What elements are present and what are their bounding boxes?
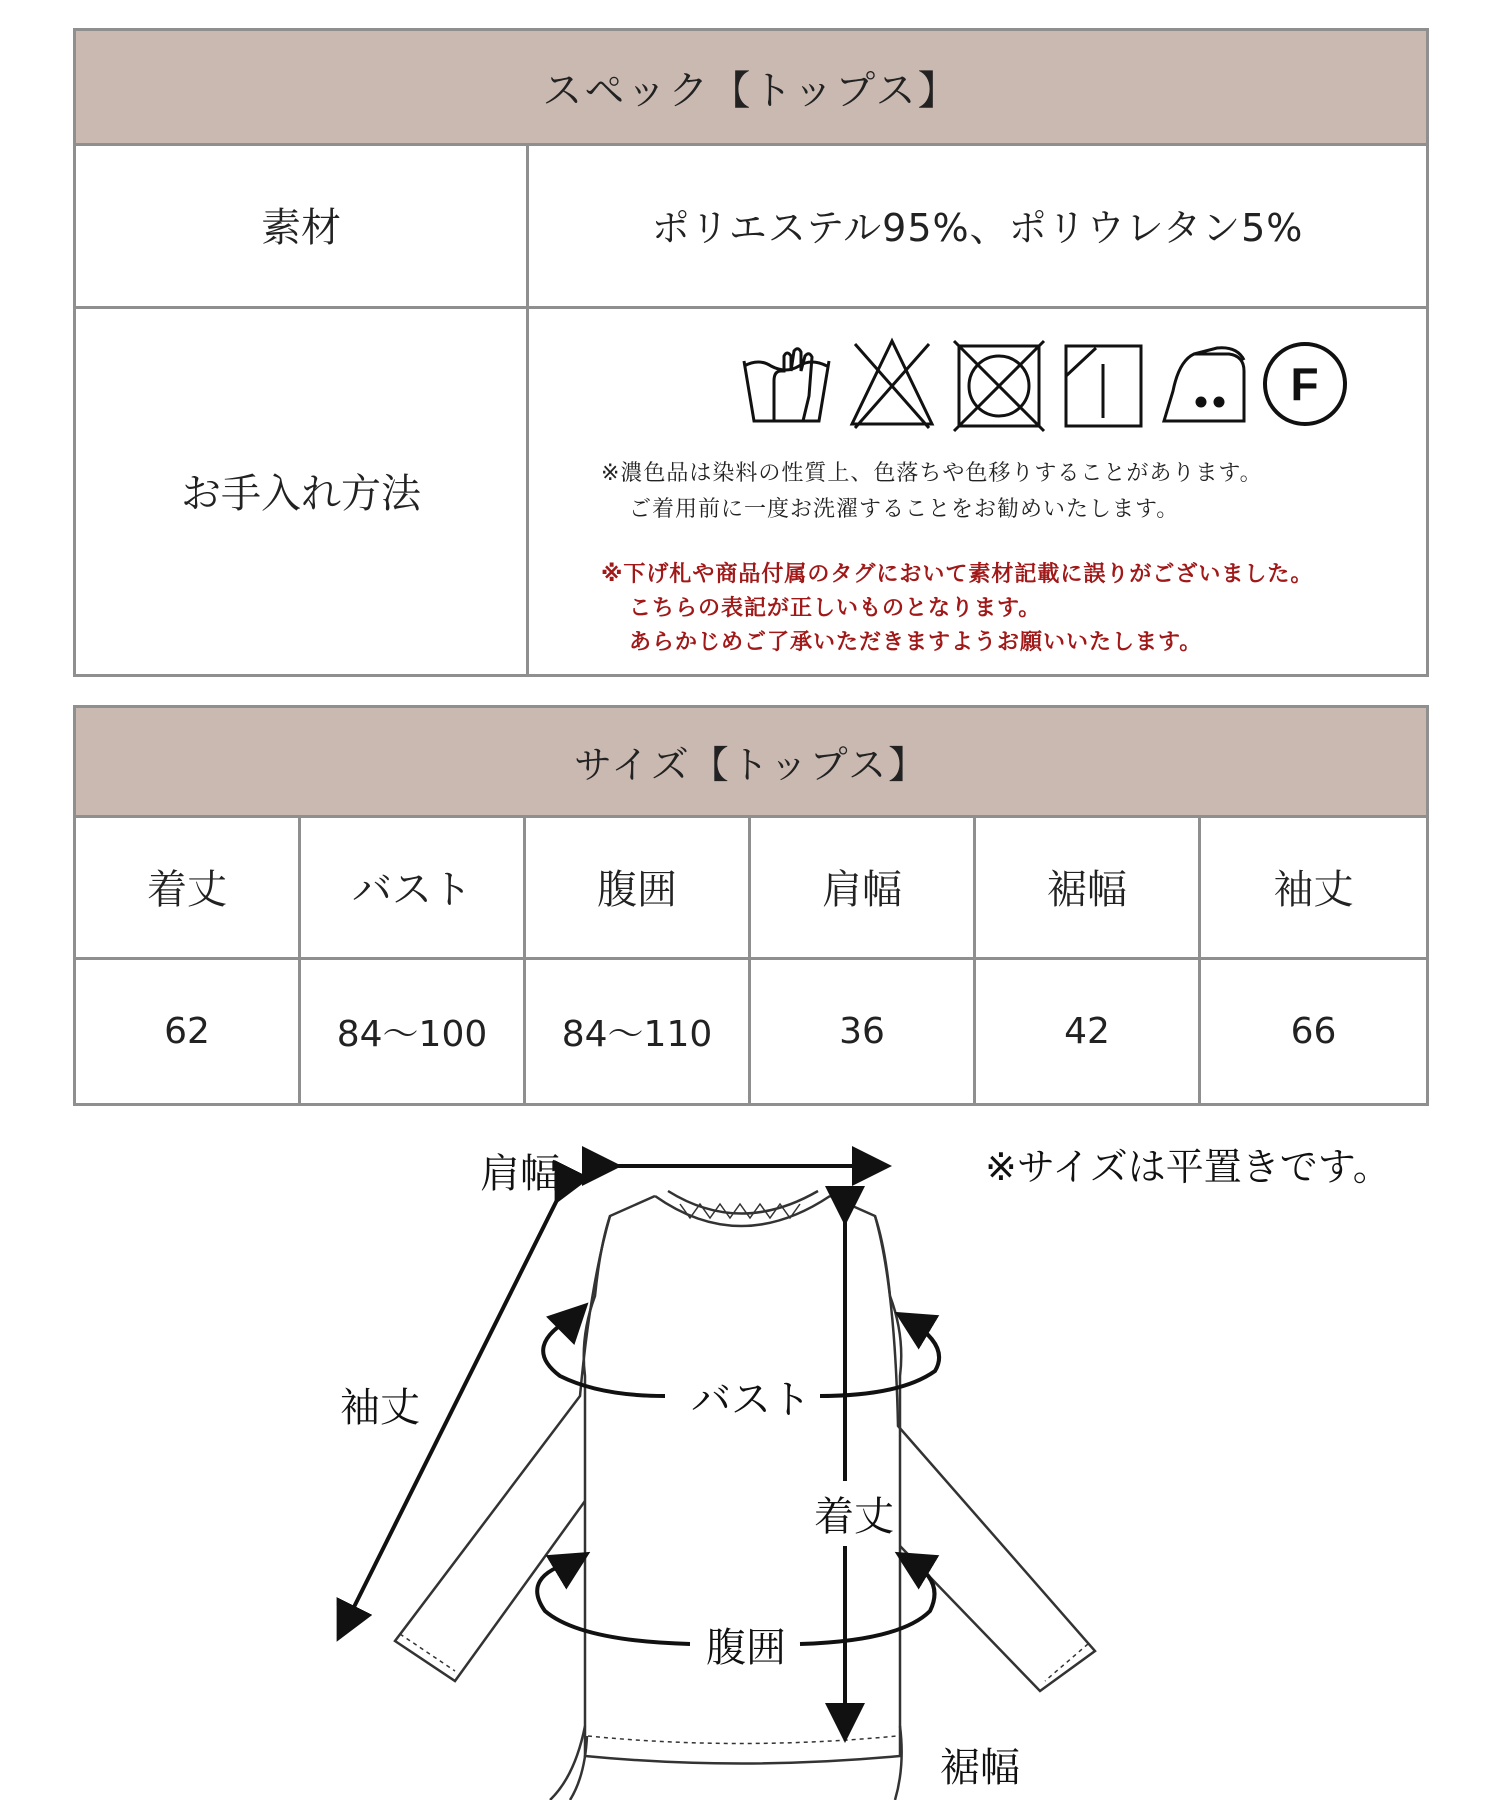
length-label: 着丈 bbox=[810, 1481, 898, 1546]
iron-medium-icon bbox=[1164, 348, 1244, 421]
size-value-sleeve: 66 bbox=[1290, 1011, 1337, 1052]
dry-clean-f-icon bbox=[1265, 344, 1345, 424]
size-value-hem: 42 bbox=[976, 960, 1201, 1103]
svg-text:F: F bbox=[1290, 358, 1320, 410]
waist-label: 腹囲 bbox=[700, 1616, 792, 1673]
garment-illustration bbox=[0, 1106, 1500, 1800]
size-header-waist: 腹囲 bbox=[526, 815, 751, 960]
spec-title: スペック【トップス】 bbox=[76, 31, 1426, 146]
line-dry-shade-icon bbox=[1066, 346, 1141, 426]
care-note bbox=[601, 456, 1401, 528]
care-note-line2: ご着用前に一度お洗濯することをお勧めいたします。 bbox=[629, 497, 1180, 522]
waist-arrow-right bbox=[800, 1561, 935, 1644]
measurement-diagram bbox=[0, 1106, 1500, 1800]
care-content bbox=[529, 306, 1426, 674]
care-label: お手入れ方法 bbox=[181, 470, 421, 517]
shirt-outline bbox=[395, 1191, 1095, 1800]
care-icons bbox=[739, 336, 1379, 445]
material-value: ポリエステル95%、ポリウレタン5% bbox=[651, 206, 1304, 250]
care-row bbox=[76, 306, 1426, 674]
size-header-length: 着丈 bbox=[76, 815, 301, 960]
size-value-shoulder: 36 bbox=[751, 960, 976, 1103]
sleeve-label: 袖丈 bbox=[340, 1385, 420, 1431]
size-header-shoulder: 肩幅 bbox=[751, 815, 976, 960]
waist-arrow-left bbox=[537, 1561, 690, 1644]
flat-measure-note: ※サイズは平置きです。 bbox=[985, 1145, 1391, 1189]
care-notes bbox=[601, 456, 1401, 660]
size-value-bust: 84〜100 bbox=[301, 960, 526, 1103]
size-value-waist: 84〜110 bbox=[526, 960, 751, 1103]
material-label: 素材 bbox=[261, 205, 341, 251]
size-table bbox=[73, 705, 1429, 1106]
no-bleach-icon bbox=[852, 341, 932, 428]
warning-line2: こちらの表記が正しいものとなります。 bbox=[629, 596, 1042, 621]
bust-arrow-left bbox=[543, 1316, 665, 1396]
size-value-length: 62 bbox=[76, 960, 301, 1103]
shoulder-label: 肩幅 bbox=[480, 1151, 560, 1197]
hand-wash-icon bbox=[744, 349, 829, 421]
spec-table bbox=[73, 28, 1429, 677]
size-header-bust: バスト bbox=[301, 815, 526, 960]
bust-label: バスト bbox=[685, 1368, 817, 1425]
size-grid bbox=[76, 815, 1426, 1103]
care-note-line1: ※濃色品は染料の性質上、色落ちや色移りすることがあります。 bbox=[601, 461, 1263, 486]
hem-label: 裾幅 bbox=[940, 1745, 1020, 1791]
size-title: サイズ【トップス】 bbox=[76, 708, 1426, 818]
material-error-warning bbox=[601, 558, 1401, 660]
measurement-arrows bbox=[342, 1166, 939, 1731]
no-tumble-dry-icon bbox=[954, 341, 1044, 431]
warning-line1: ※下げ札や商品付属のタグにおいて素材記載に誤りがございました。 bbox=[601, 562, 1314, 587]
bust-arrow-right bbox=[820, 1321, 939, 1396]
warning-line3: あらかじめご了承いただきますようお願いいたします。 bbox=[629, 630, 1203, 655]
material-row bbox=[76, 143, 1426, 309]
size-header-sleeve: 袖丈 bbox=[1201, 815, 1426, 960]
size-header-hem: 裾幅 bbox=[976, 815, 1201, 960]
